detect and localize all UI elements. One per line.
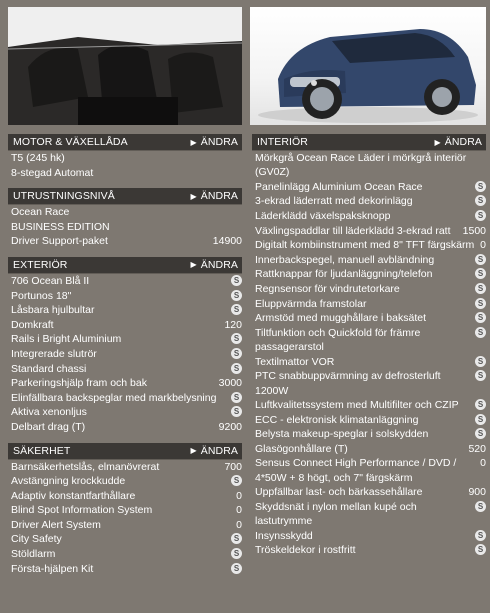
section-title: MOTOR & VÄXELLÅDA [13, 136, 128, 148]
option-row [252, 311, 486, 326]
standard-badge-icon: S [231, 548, 242, 559]
option-row [252, 238, 486, 253]
option-label: Ocean Race [11, 206, 70, 219]
option-label: Sensus Connect High Performance / DVD / 4*50W + 8 högt, och 7" färgskärm [255, 457, 457, 484]
option-label: 3-ekrad läderratt med dekorinlägg [255, 195, 413, 208]
option-label: Tiltfunktion och Quickfold för främre passagerarstol [255, 326, 421, 354]
standard-badge-icon: S [231, 275, 242, 286]
option-row [252, 267, 486, 282]
option-label: Delbart drag (T) [11, 420, 86, 433]
option-price: 120 [224, 318, 242, 331]
option-label: T5 (245 hk) [11, 152, 65, 164]
section-header-exteriör [8, 257, 242, 274]
option-label: Stöldlarm [11, 548, 56, 561]
standard-badge-icon: S [475, 370, 486, 381]
option-row [252, 500, 486, 529]
standard-badge-icon: S [231, 333, 242, 344]
option-label: Luftkvalitetssystem med Multifilter och CZIP [255, 398, 459, 411]
standard-badge-icon: S [231, 406, 242, 417]
standard-badge-icon: S [231, 563, 242, 574]
option-label: Domkraft [11, 318, 54, 331]
option-row [8, 362, 242, 377]
interior-photo [8, 7, 242, 125]
option-row [252, 224, 486, 239]
option-row [8, 420, 242, 435]
standard-badge-icon: S [475, 530, 486, 541]
option-row [8, 205, 242, 220]
option-row [252, 427, 486, 442]
section-title: UTRUSTNINGSNIVÅ [13, 190, 115, 203]
option-price: 3000 [218, 377, 242, 390]
section-gap [8, 249, 242, 257]
section-gap [8, 180, 242, 188]
option-row [252, 456, 486, 485]
option-row [8, 347, 242, 362]
standard-badge-icon: S [231, 392, 242, 403]
option-row [8, 518, 242, 533]
option-row [8, 489, 242, 504]
play-arrow-icon: ▶ [190, 137, 197, 147]
change-label: ÄNDRA [200, 444, 238, 457]
option-label: Armstöd med mugghållare i baksätet [255, 312, 426, 325]
section-header-utrustningsnivå [8, 188, 242, 205]
option-row [8, 234, 242, 249]
option-price: 0 [236, 504, 242, 517]
option-label: Låsbara hjulbultar [11, 304, 95, 317]
option-row [252, 151, 486, 180]
change-label: ÄNDRA [200, 190, 238, 203]
option-label: Första-hjälpen Kit [11, 562, 94, 575]
play-arrow-icon: ▶ [190, 260, 197, 270]
play-arrow-icon: ▶ [434, 137, 441, 147]
exterior-photo [250, 7, 486, 125]
option-label: Insynsskydd [255, 529, 313, 542]
option-label: ECC - elektronisk klimatanläggning [255, 413, 419, 426]
option-row [8, 318, 242, 333]
option-row [8, 289, 242, 304]
left-column [8, 134, 242, 576]
option-row [252, 529, 486, 544]
option-price: 14900 [212, 235, 242, 248]
option-row [252, 194, 486, 209]
section-title: SÄKERHET [13, 444, 71, 457]
option-row [8, 391, 242, 406]
option-price: 9200 [218, 420, 242, 433]
car-images [0, 0, 490, 128]
option-label: Parkeringshjälp fram och bak [11, 377, 147, 390]
option-row [8, 151, 242, 166]
option-row [8, 376, 242, 391]
change-button[interactable] [434, 136, 482, 148]
option-price: 900 [468, 486, 486, 499]
option-row [8, 547, 242, 562]
option-label: Innerbackspegel, manuell avbländning [255, 253, 435, 266]
option-price: 1500 [462, 224, 486, 237]
option-row [252, 282, 486, 297]
option-row [252, 543, 486, 558]
option-label: 706 Ocean Blå II [11, 274, 90, 287]
section-header-interiör [252, 134, 486, 151]
option-label: 8-stegad Automat [11, 166, 94, 179]
option-row [252, 413, 486, 428]
option-label: Rattknappar för ljudanläggning/telefon [255, 268, 433, 281]
section-title: EXTERIÖR [13, 258, 68, 271]
standard-badge-icon: S [475, 268, 486, 279]
option-label: Portunos 18" [11, 289, 72, 302]
play-arrow-icon: ▶ [190, 446, 197, 455]
standard-badge-icon: S [475, 181, 486, 192]
option-price: 0 [480, 239, 486, 252]
standard-badge-icon: S [475, 312, 486, 323]
option-row [252, 297, 486, 312]
option-row [252, 326, 486, 355]
option-row [8, 166, 242, 181]
option-row [8, 562, 242, 577]
option-row [8, 332, 242, 347]
option-label: City Safety [11, 533, 62, 546]
option-label: Standard chassi [11, 362, 87, 375]
standard-badge-icon: S [475, 544, 486, 555]
option-row [252, 180, 486, 195]
option-label: Integrerade slutrör [11, 347, 97, 360]
option-label: Adaptiv konstantfarthållare [11, 489, 136, 502]
standard-badge-icon: S [475, 298, 486, 309]
option-label: Eluppvärmda framstolar [255, 297, 367, 310]
option-label: Panelinlägg Aluminium Ocean Race [255, 180, 423, 193]
option-label: Regnsensor för vindrutetorkare [255, 282, 400, 295]
option-row [8, 460, 242, 475]
standard-badge-icon: S [231, 304, 242, 315]
option-row [252, 355, 486, 370]
option-label: Blind Spot Information System [11, 504, 153, 517]
change-button[interactable] [190, 445, 238, 457]
option-row [252, 398, 486, 413]
option-label: Avstängning krockkudde [11, 475, 126, 488]
option-row [252, 253, 486, 268]
standard-badge-icon: S [475, 327, 486, 338]
option-label: Belysta makeup-speglar i solskydden [255, 428, 429, 441]
standard-badge-icon: S [231, 290, 242, 301]
option-label: Barnsäkerhetslås, elmanövrerat [11, 460, 160, 473]
standard-badge-icon: S [231, 348, 242, 359]
change-button[interactable] [190, 190, 238, 202]
option-row [8, 503, 242, 518]
option-row [8, 405, 242, 420]
option-label: Uppfällbar last- och bärkassehållare [255, 486, 423, 499]
standard-badge-icon: S [231, 475, 242, 486]
option-label: BUSINESS EDITION [11, 220, 110, 233]
section-gap [8, 435, 242, 443]
option-price: 0 [480, 457, 486, 470]
option-label: Driver Alert System [11, 518, 101, 531]
option-row [8, 532, 242, 547]
standard-badge-icon: S [475, 254, 486, 265]
section-header-motor-växellåda [8, 134, 242, 151]
option-row [8, 274, 242, 289]
option-label: Rails i Bright Aluminium [11, 333, 122, 346]
change-button[interactable] [190, 259, 238, 271]
standard-badge-icon: S [475, 414, 486, 425]
change-button[interactable] [190, 136, 238, 148]
option-label: Textilmattor VOR [255, 355, 335, 368]
option-label: Mörkgrå Ocean Race Läder i mörkgrå interiör (GV0Z) [255, 152, 467, 179]
option-row [252, 209, 486, 224]
standard-badge-icon: S [475, 283, 486, 294]
standard-badge-icon: S [231, 363, 242, 374]
standard-badge-icon: S [475, 428, 486, 439]
option-price: 700 [224, 460, 242, 473]
option-label: Aktiva xenonljus [11, 406, 87, 419]
option-label: Driver Support-paket [11, 235, 108, 248]
option-row [252, 442, 486, 457]
section-title: INTERIÖR [257, 136, 308, 148]
option-price: 0 [236, 489, 242, 502]
standard-badge-icon: S [475, 501, 486, 512]
option-row [252, 485, 486, 500]
option-row [8, 303, 242, 318]
option-label: Elinfällbara backspeglar med markbelysning [11, 391, 217, 404]
option-label: Växlingspaddlar till läderklädd 3-ekrad ratt [255, 224, 451, 237]
option-label: Digitalt kombiinstrument med 8" TFT färgskärm [255, 239, 475, 252]
option-label: Tröskeldekor i rostfritt [255, 544, 356, 557]
option-label: Läderklädd växelspaksknopp [255, 210, 391, 222]
option-price: 520 [468, 442, 486, 455]
standard-badge-icon: S [475, 195, 486, 206]
option-label: Glasögonhållare (T) [255, 442, 348, 455]
standard-badge-icon: S [475, 356, 486, 367]
option-label: Skyddsnät i nylon mellan kupé och lastutrymme [255, 500, 417, 528]
change-label: ÄNDRA [200, 258, 238, 271]
change-label: ÄNDRA [200, 136, 238, 148]
standard-badge-icon: S [475, 210, 486, 221]
standard-badge-icon: S [475, 399, 486, 410]
play-arrow-icon: ▶ [190, 191, 197, 201]
standard-badge-icon: S [231, 533, 242, 544]
option-row [8, 220, 242, 235]
right-column [252, 134, 486, 558]
section-header-säkerhet [8, 443, 242, 460]
change-label: ÄNDRA [444, 136, 482, 148]
option-price: 0 [236, 518, 242, 531]
option-label: PTC snabbuppvärmning av defrosterluft 1200W [255, 370, 441, 397]
option-row [8, 474, 242, 489]
option-row [252, 369, 486, 398]
